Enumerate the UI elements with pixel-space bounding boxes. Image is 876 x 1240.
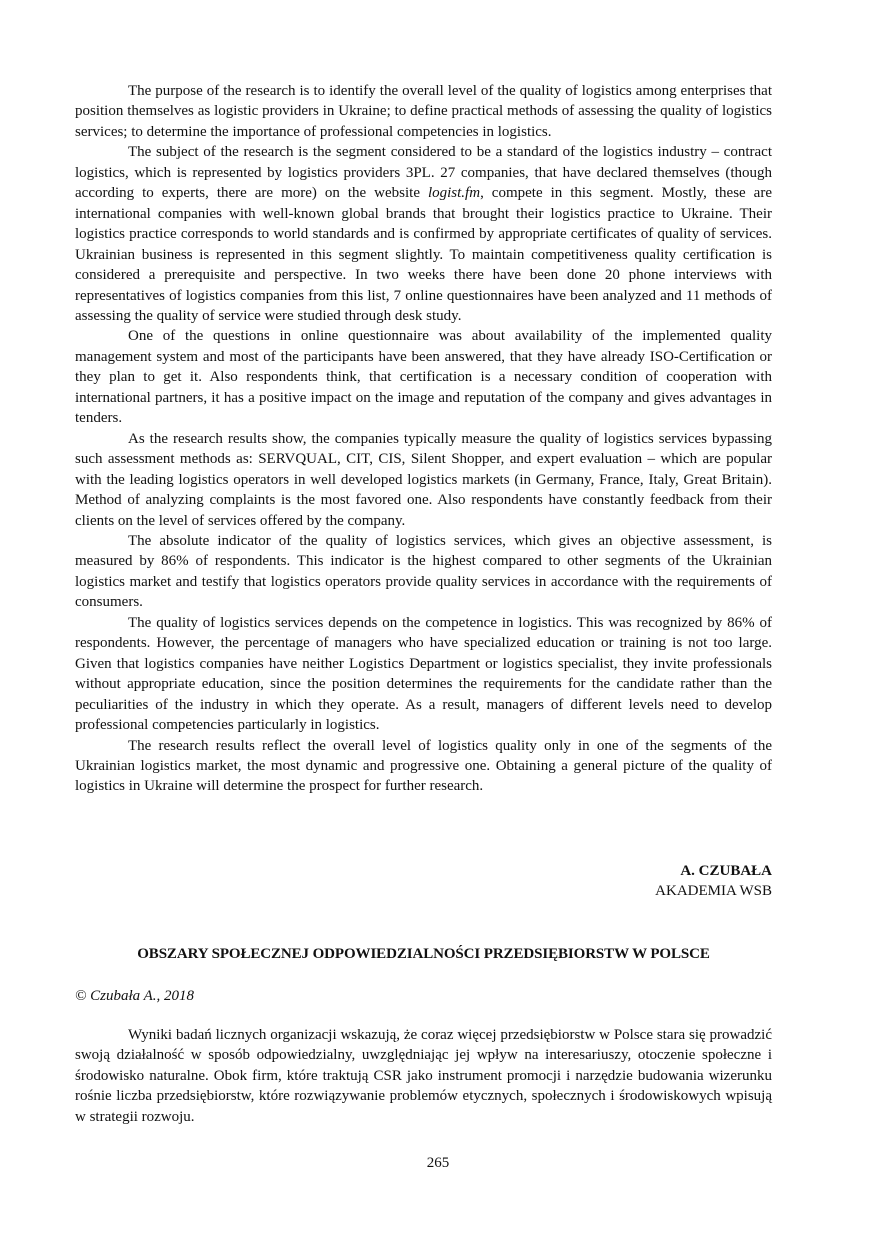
- main-text: [75, 81, 772, 797]
- copyright-notice: © Czubała A., 2018: [75, 988, 195, 1004]
- paragraph-subject: [75, 142, 772, 326]
- author-name: A. CZUBAŁA: [680, 863, 772, 879]
- article-title: OBSZARY SPOŁECZNEJ ODPOWIEDZIALNOŚCI PRZEDSIĘBIORSTW W POLSCE: [137, 946, 710, 962]
- paragraph-questionnaire: One of the questions in online questionnaire was about availability of the implemented quality management system and most of the participants have been answered, that they have already ISO-Certification or they plan to get it. Also respondents think, that certification is a necessary condition of cooperation with international partners, it has a positive impact on the image and reputation of the company and gives advantages in tenders.: [75, 328, 772, 427]
- author-block: [75, 861, 772, 901]
- paragraph-results: As the research results show, the companies typically measure the quality of logistics services bypassing such assessment methods as: SERVQUAL, CIT, CIS, Silent Shopper, and expert evaluation – which are popular with the leading logistics operators in well developed logistics markets (in Germany, France, Italy, Great Britain). Method of analyzing complaints is the most favored one. Also respondents have constantly feedback from their clients on the level of services offered by the company.: [75, 430, 772, 529]
- abstract-paragraph: Wyniki badań licznych organizacji wskazują, że coraz więcej przedsiębiorstw w Polsce stara się prowadzić swoją działalność w sposób odpowiedzialny, uwzględniając jej wpływ na interesariuszy, otoczenie społeczne i środowisko naturalne. Obok firm, które traktują CSR jako instrument promocji i narzędzie budowania wizerunku rośnie liczba przedsiębiorstw, które rozwiązywanie problemów etycznych, społecznych i środowiskowych wpisują w strategii rozwoju.: [75, 1027, 772, 1125]
- page-number: 265: [426, 1155, 450, 1171]
- paragraph-subject-text-before: The subject of the research is the segment considered to be a standard of the logistics industry – contract logistics, which is represented by logistics providers 3PL. 27 companies, that have declared themselves (though according to experts, there are more) on the website: [75, 144, 772, 202]
- website-link-text: logist.fm: [427, 185, 481, 202]
- paragraph-absolute-indicator: The absolute indicator of the quality of logistics services, which gives an objective assessment, is measured by 86% of respondents. This indicator is the highest compared to other segments of the Ukrainian logistics market and testify that logistics operators provide quality services in accordance with the requirements of consumers.: [75, 532, 772, 611]
- paragraph-purpose: The purpose of the research is to identify the overall level of the quality of logistics among enterprises that position themselves as logistic providers in Ukraine; to define practical methods of assessing the quality of logistics services; to determine the importance of professional competencies in logistics.: [75, 83, 772, 140]
- abstract: [75, 1025, 772, 1127]
- paragraph-competence: The quality of logistics services depends on the competence in logistics. This was recognized by 86% of respondents. However, the percentage of managers who have specialized education or training is not too large. Given that logistics companies have neither Logistics Department or logistics specialist, they invite professionals without appropriate education, since the position determines the requirements for the candidate rather than the peculiarities of the industry in which they operate. As a result, managers of different levels need to develop professional competencies particularly in logistics.: [75, 614, 772, 734]
- author-affiliation: AKADEMIA WSB: [655, 883, 772, 899]
- paragraph-conclusion: The research results reflect the overall level of logistics quality only in one of the segments of the Ukrainian logistics market, the most dynamic and progressive one. Obtaining a general picture of the quality of logistics in Ukraine will determine the prospect for further research.: [75, 737, 772, 795]
- paragraph-subject-text-after: , compete in this segment. Mostly, these are international companies with well-known global brands that brought their logistics practice to Ukraine. Their logistics practice corresponds to world standards and is confirmed by appropriate certificates of quality of services. Ukrainian business is represented in this segment slightly. To maintain competitiveness quality certification is considered a prerequisite and perspective. In two weeks there have been done 20 phone interviews with representatives of logistics companies from this list, 7 online questionnaires have been analyzed and 11 methods of assessing the quality of service were studied through desk study.: [75, 185, 772, 324]
